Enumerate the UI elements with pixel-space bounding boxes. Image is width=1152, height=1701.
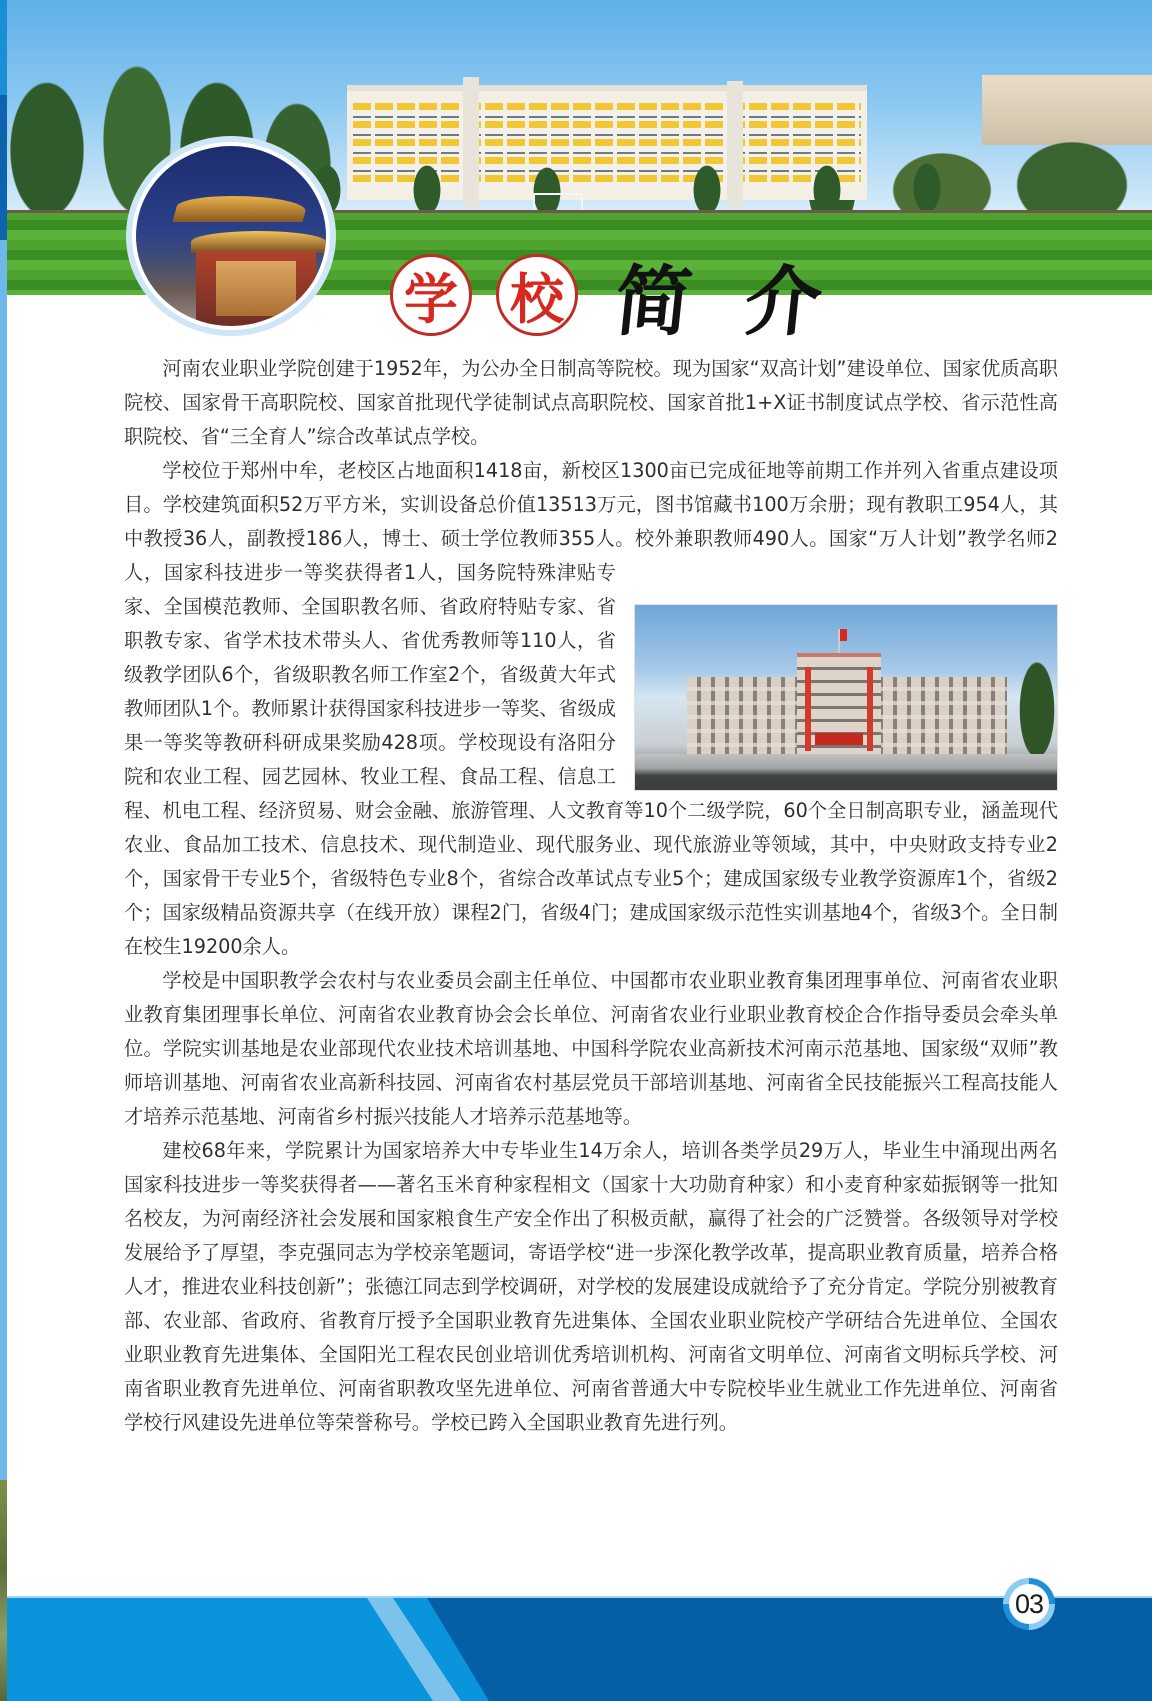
title-calligraphy-char: 简 bbox=[610, 256, 707, 346]
page-number-badge bbox=[1003, 1578, 1055, 1630]
footer-band bbox=[7, 1598, 1152, 1701]
page-title bbox=[390, 250, 862, 346]
inset-photo-gate bbox=[126, 136, 336, 336]
page-number: 03 bbox=[1009, 1584, 1049, 1624]
article-body bbox=[124, 352, 1058, 1440]
paragraph-facilities: 学校位于郑州中牟，老校区占地面积1418亩，新校区1300亩已完成征地等前期工作并列入省重点建设项目。学校建筑面积52万平方米，实训设备总价值13513万元，图书馆藏书100万余册；现有教职工954人，其中教授36人，副教授186人，博士、硕士学位教师355人。校外兼职教师490人。国家“万人计划”教学名师2人，国家科技进步一等奖获得者1人，国务院特殊津贴专家、全国模范教师、全国职教名师、省政府特贴专家、省职教专家、省学术技术带头人、省优秀教师等110人，省级教学团队6个，省级职教名师工作室2个，省级黄大年式教师团队1个。教师累计获得国家科技进步一等奖、省级成果一等奖等教研科研成果奖励428项。学校现设有洛阳分院和农业工程、园艺园林、牧业工程、食品工程、信息工程、机电工程、经济贸易、财会金融、旅游管理、人文教育等10个二级学院，60个全日制高职专业，涵盖现代农业、食品加工技术、信息技术、现代制造业、现代服务业、现代旅游业等领域，其中，中央财政支持专业2个，国家骨干专业5个，省级特色专业8个，省综合改革试点专业5个；建成国家级专业教学资源库1个，省级2个；国家级精品资源共享（在线开放）课程2门，省级4门；建成国家级示范性实训基地4个，省级3个。全日制在校生19200余人。 bbox=[124, 459, 1058, 958]
title-seal-char: 校 bbox=[496, 254, 578, 336]
inline-photo-main-building bbox=[634, 604, 1058, 791]
left-edge-strip bbox=[0, 0, 7, 1701]
title-calligraphy-char: 介 bbox=[740, 256, 837, 346]
title-seal-char: 学 bbox=[390, 254, 472, 336]
tree-line bbox=[307, 150, 957, 210]
paragraph-memberships: 学校是中国职教学会农村与农业委员会副主任单位、中国都市农业职业教育集团理事单位、河南省农业职业教育集团理事长单位、河南省农业教育协会会长单位、河南省农业行业职业教育校企合作指导委员会牵头单位。学院实训基地是农业部现代农业技术培训基地、中国科学院农业高新技术河南示范基地、国家级“双师”教师培训基地、河南省农业高新科技园、河南省农村基层党员干部培训基地、河南省全民技能振兴工程高技能人才培养示范基地、河南省乡村振兴技能人才培养示范基地等。 bbox=[124, 969, 1058, 1128]
paragraph-achievements: 建校68年来，学院累计为国家培养大中专毕业生14万余人，培训各类学员29万人，毕业生中涌现出两名国家科技进步一等奖获得者——著名玉米育种家程相文（国家十大功勋育种家）和小麦育种家茹振钢等一批知名校友，为河南经济社会发展和国家粮食生产安全作出了积极贡献，赢得了社会的广泛赞誉。各级领导对学校发展给予了厚望，李克强同志为学校亲笔题词，寄语学校“进一步深化教学改革，提高职业教育质量，培养合格人才，推进农业科技创新”；张德江同志到学校调研，对学校的发展建设成就给予了充分肯定。学院分别被教育部、农业部、省政府、省教育厅授予全国职业教育先进集体、全国农业职业院校产学研结合先进单位、全国农业职业教育先进集体、全国阳光工程农民创业培训优秀培训机构、河南省文明单位、河南省文明标兵学校、河南省职业教育先进单位、河南省职教攻坚先进单位、河南省普通大中专院校毕业生就业工作先进单位、河南省学校行风建设先进单位等荣誉称号。学校已跨入全国职业教育先进行列。 bbox=[124, 1139, 1058, 1434]
paragraph-intro: 河南农业职业学院创建于1952年，为公办全日制高等院校。现为国家“双高计划”建设单位、国家优质高职院校、国家骨干高职院校、国家首批现代学徒制试点高职院校、国家首批1+X证书制度试点学校、省示范性高职院校、省“三全育人”综合改革试点学校。 bbox=[124, 357, 1058, 448]
